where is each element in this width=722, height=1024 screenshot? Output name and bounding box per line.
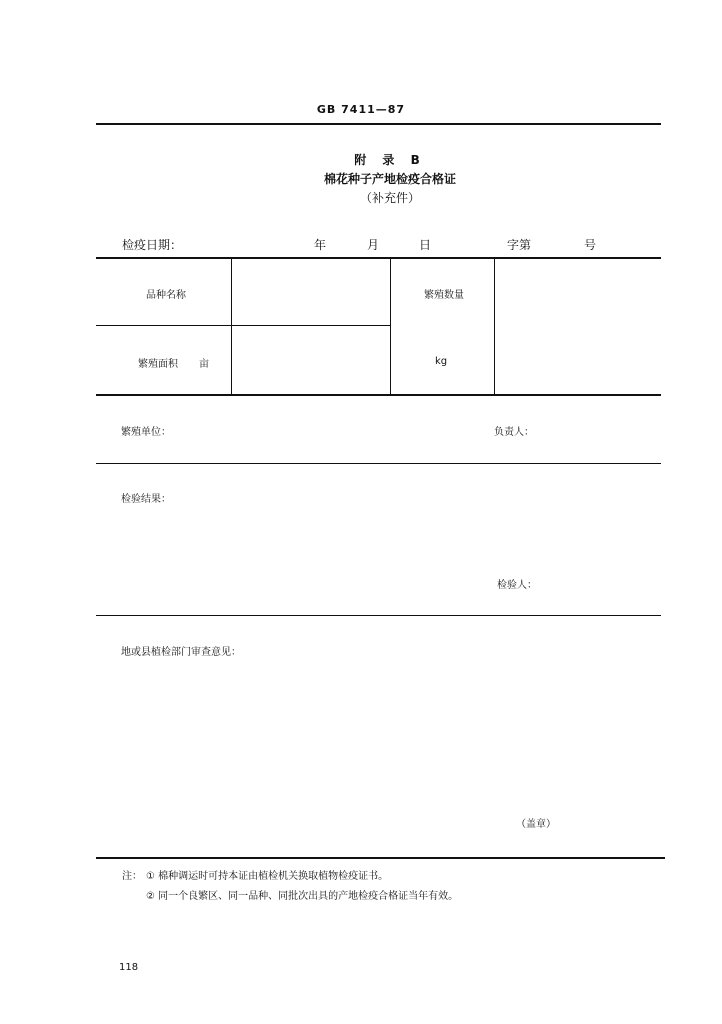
note-item-2: ② 同一个良繁区、同一品种、同批次出具的产地检疫合格证当年有效。 bbox=[146, 891, 459, 902]
table-divider-2 bbox=[390, 258, 391, 394]
serial-prefix-label: 字第 bbox=[507, 238, 532, 252]
area-unit-label: 亩 bbox=[199, 359, 209, 370]
page-number: 118 bbox=[119, 962, 139, 973]
year-label: 年 bbox=[314, 238, 327, 252]
review-opinion-label: 地或县植检部门审查意见： bbox=[121, 647, 241, 658]
standard-number: GB 7411—87 bbox=[316, 103, 406, 116]
table-top-rule bbox=[96, 257, 661, 259]
serial-suffix-label: 号 bbox=[584, 238, 597, 252]
month-label: 月 bbox=[367, 238, 380, 252]
header-rule bbox=[96, 123, 661, 125]
inspector-label: 检验人： bbox=[497, 580, 537, 591]
table-divider-3 bbox=[494, 258, 495, 394]
inspection-result-label: 检验结果： bbox=[121, 494, 171, 505]
unit-row-rule bbox=[96, 463, 661, 464]
day-label: 日 bbox=[419, 238, 432, 252]
seal-label: （盖章） bbox=[516, 819, 556, 830]
table-bottom-rule bbox=[96, 394, 661, 396]
responsible-person-label: 负责人： bbox=[494, 427, 534, 438]
certificate-title: 棉花种子产地检疫合格证 bbox=[323, 172, 456, 186]
appendix-label: 附 录 B bbox=[354, 153, 426, 167]
propagation-unit-label: 繁殖单位： bbox=[121, 427, 171, 438]
quantity-unit-label: kg bbox=[435, 356, 448, 367]
table-divider-1 bbox=[231, 258, 232, 394]
variety-name-label: 品种名称 bbox=[146, 290, 186, 301]
inspection-date-label: 检疫日期： bbox=[122, 238, 183, 252]
notes-prefix: 注： bbox=[122, 871, 142, 882]
table-middle-rule bbox=[96, 325, 391, 326]
propagation-area-label: 繁殖面积 bbox=[138, 359, 178, 370]
note-item-1: ① 棉种调运时可持本证由植检机关换取植物检疫证书。 bbox=[146, 871, 389, 882]
supplement-label: （补充件） bbox=[359, 191, 420, 205]
notes-rule bbox=[96, 857, 665, 859]
result-row-rule bbox=[96, 615, 661, 616]
propagation-quantity-label: 繁殖数量 bbox=[424, 290, 464, 301]
